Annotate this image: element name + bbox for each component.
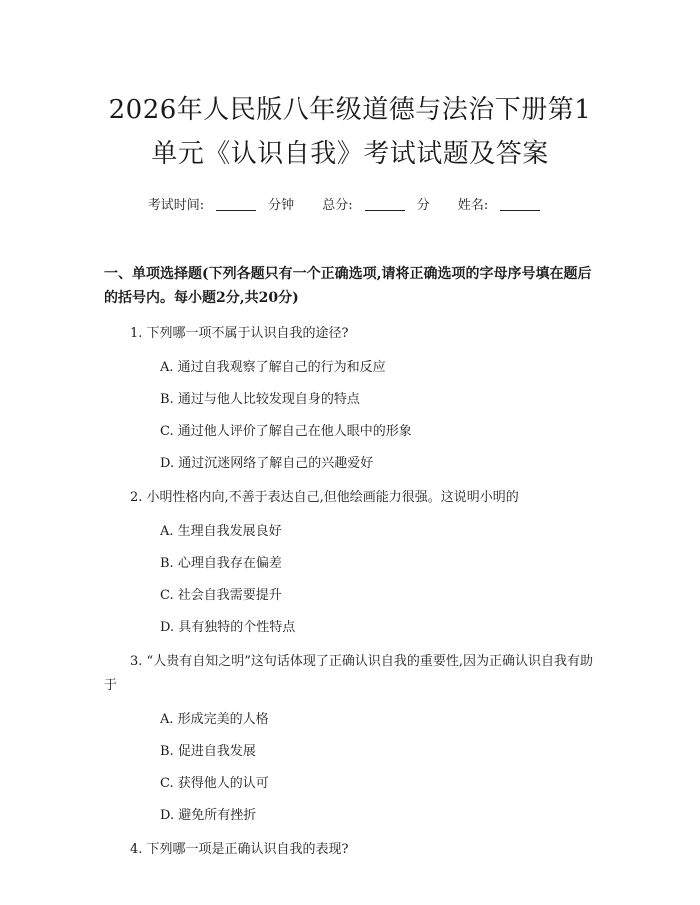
option-text: 通过自我观察了解自己的行为和反应 xyxy=(177,360,386,375)
question-number: 4. xyxy=(130,842,143,857)
question-2-option-b xyxy=(104,554,596,574)
question-3-option-b xyxy=(104,742,596,762)
total-score-unit: 分 xyxy=(416,198,430,213)
option-text: 社会自我需要提升 xyxy=(177,588,282,603)
option-letter: B. xyxy=(160,392,174,407)
total-score-field xyxy=(322,198,434,213)
question-4 xyxy=(104,838,596,862)
option-text: 获得他人的认可 xyxy=(177,776,269,791)
option-letter: B. xyxy=(160,556,174,571)
exam-time-label: 考试时间: xyxy=(147,198,205,213)
option-letter: D. xyxy=(160,456,175,471)
question-1-option-d xyxy=(104,454,596,474)
student-name-field xyxy=(458,198,552,213)
student-name-label: 姓名: xyxy=(457,198,489,213)
option-letter: C. xyxy=(160,424,174,439)
question-3-option-a xyxy=(104,710,596,730)
question-1-option-a xyxy=(104,358,596,378)
question-3-option-d xyxy=(104,806,596,826)
question-text: 小明性格内向,不善于表达自己,但他绘画能力很强。这说明小明的 xyxy=(146,490,519,505)
option-letter: D. xyxy=(160,808,175,823)
option-letter: C. xyxy=(160,776,174,791)
question-text: 下列哪一项不属于认识自我的途径? xyxy=(146,326,349,341)
question-3-option-c xyxy=(104,774,596,794)
question-number: 1. xyxy=(130,326,143,341)
option-letter: A. xyxy=(160,524,174,539)
question-text: “人贵有自知之明”这句话体现了正确认识自我的重要性,因为正确认识自我有助于 xyxy=(104,654,593,693)
question-1-option-c xyxy=(104,422,596,442)
option-letter: A. xyxy=(160,712,174,727)
exam-time-blank xyxy=(216,210,256,211)
option-text: 促进自我发展 xyxy=(177,744,256,759)
section-heading-single-choice: 一、单项选择题(下列各题只有一个正确选项,请将正确选项的字母序号填在题后的括号内。每小题2分,共20分) xyxy=(104,266,592,306)
question-number: 2. xyxy=(130,490,143,505)
question-2 xyxy=(104,486,596,510)
exam-info-line xyxy=(104,196,596,216)
option-letter: D. xyxy=(160,620,175,635)
student-name-blank xyxy=(500,210,540,211)
total-score-blank xyxy=(365,210,405,211)
option-text: 形成完美的人格 xyxy=(177,712,269,727)
option-text: 具有独特的个性特点 xyxy=(178,620,296,635)
question-3 xyxy=(104,650,596,698)
option-letter: A. xyxy=(160,360,174,375)
exam-time-field xyxy=(148,198,299,213)
option-letter: B. xyxy=(160,744,174,759)
question-1 xyxy=(104,322,596,346)
question-2-option-c xyxy=(104,586,596,606)
option-letter: C. xyxy=(160,588,174,603)
option-text: 心理自我存在偏差 xyxy=(177,556,282,571)
question-2-option-a xyxy=(104,522,596,542)
question-text: 下列哪一项是正确认识自我的表现? xyxy=(146,842,349,857)
total-score-label: 总分: xyxy=(322,198,353,213)
option-text: 通过与他人比较发现自身的特点 xyxy=(177,392,360,407)
question-2-option-d xyxy=(104,618,596,638)
question-number: 3. xyxy=(130,654,143,669)
question-1-option-b xyxy=(104,390,596,410)
option-text: 生理自我发展良好 xyxy=(177,524,282,539)
option-text: 通过沉迷网络了解自己的兴趣爱好 xyxy=(178,456,374,471)
option-text: 避免所有挫折 xyxy=(178,808,257,823)
document-title: 2026年人民版八年级道德与法治下册第1单元《认识自我》考试试题及答案 xyxy=(108,95,592,169)
option-text: 通过他人评价了解自己在他人眼中的形象 xyxy=(177,424,412,439)
exam-time-unit: 分钟 xyxy=(268,198,295,213)
